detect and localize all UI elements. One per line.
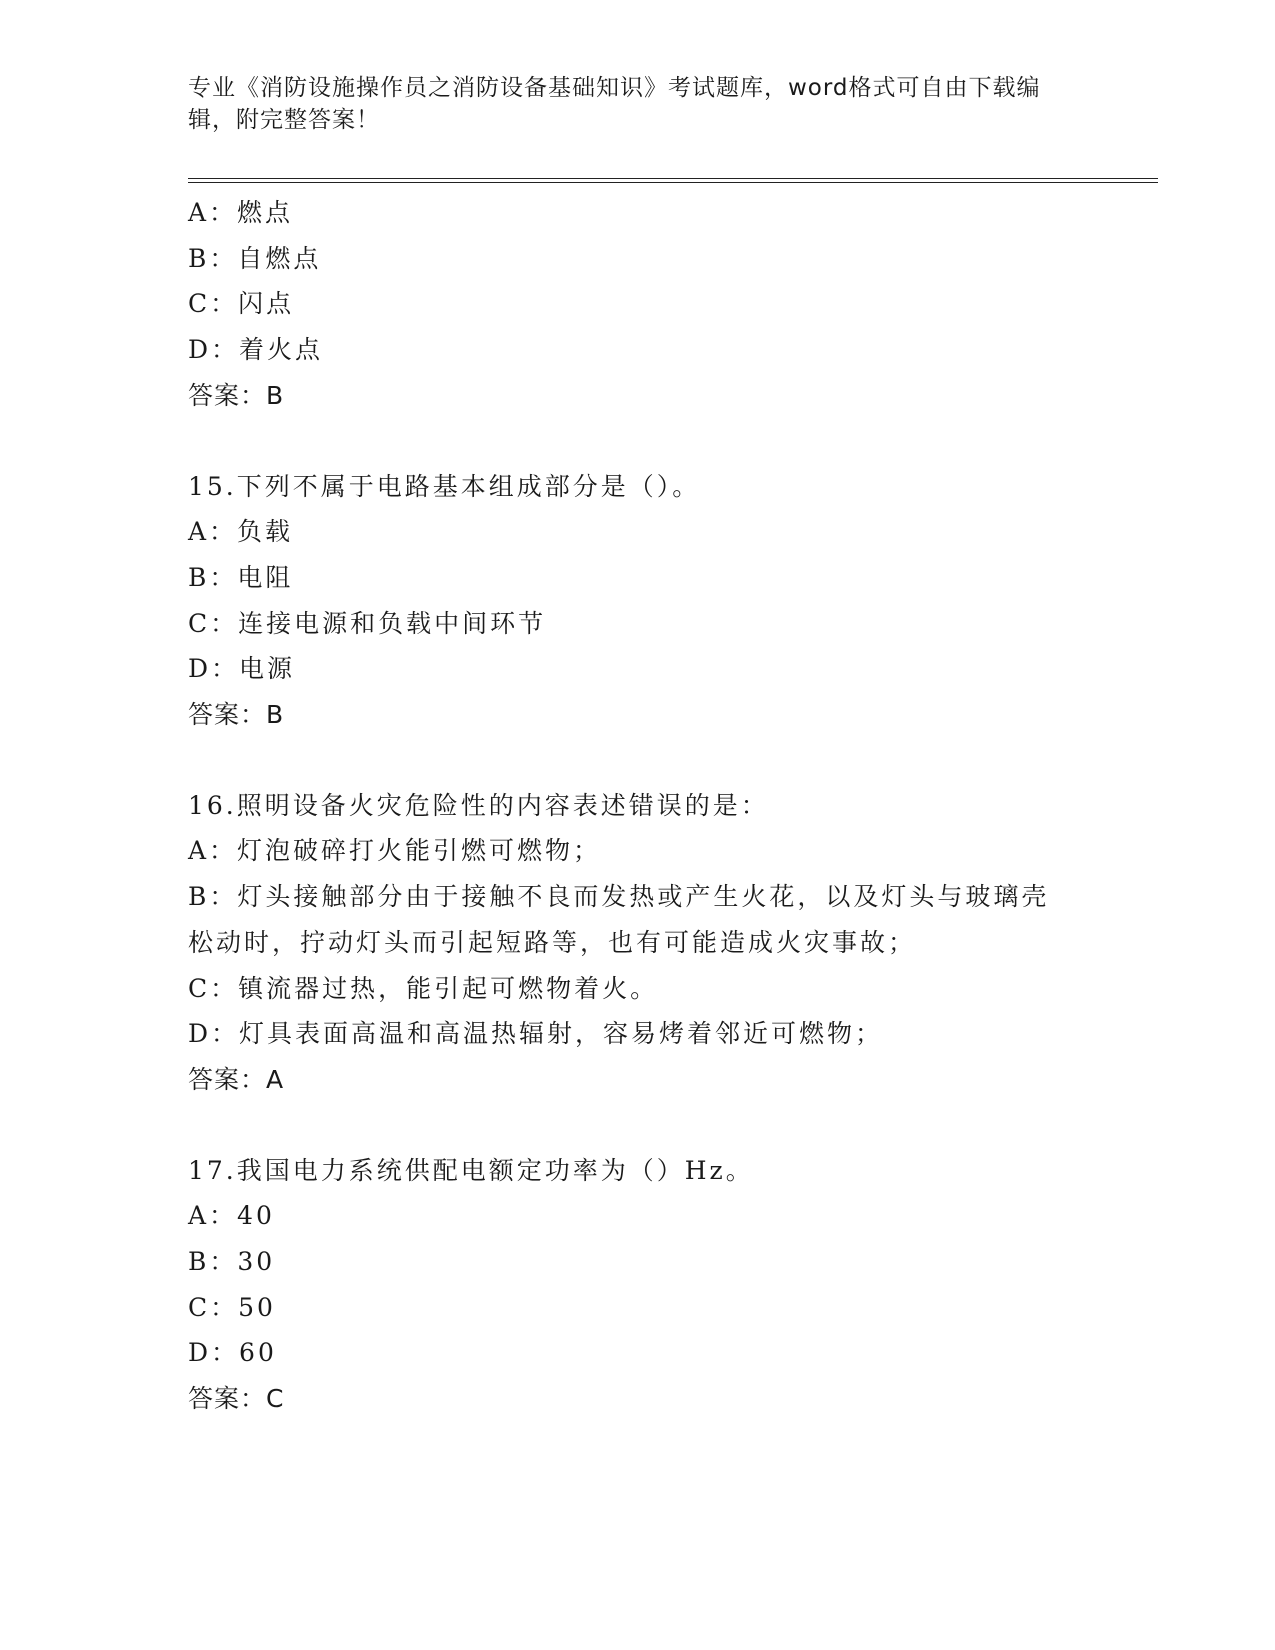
question-block-15 xyxy=(188,464,1088,738)
header-divider xyxy=(188,178,1158,183)
document-header: 专业《消防设施操作员之消防设备基础知识》考试题库，word格式可自由下载编辑，附完整答案！ xyxy=(188,75,1041,133)
option-a: A：负载 xyxy=(188,517,294,547)
option-b: B：自燃点 xyxy=(188,243,322,273)
answer-label: 答案：B xyxy=(188,700,285,730)
option-a: A：燃点 xyxy=(188,198,294,227)
option-c: C：连接电源和负载中间环节 xyxy=(188,608,547,638)
option-d: D：电源 xyxy=(188,654,296,684)
question-stem: 17.我国电力系统供配电额定功率为（）Hz。 xyxy=(188,1155,754,1185)
question-stem: 15.下列不属于电路基本组成部分是（）。 xyxy=(188,471,701,501)
question-list xyxy=(188,190,1088,1422)
option-d: D：着火点 xyxy=(188,335,324,365)
option-d: D：60 xyxy=(188,1338,277,1368)
answer-label: 答案：B xyxy=(188,380,285,410)
option-d: D：灯具表面高温和高温热辐射，容易烤着邻近可燃物； xyxy=(188,1019,884,1049)
option-c: C：闪点 xyxy=(188,289,295,319)
option-a: A：40 xyxy=(188,1201,275,1231)
option-b: B：电阻 xyxy=(188,562,294,592)
answer-label: 答案：C xyxy=(188,1384,285,1414)
option-c: C：50 xyxy=(188,1292,276,1322)
option-b: B：30 xyxy=(188,1247,276,1277)
question-block-17 xyxy=(188,1148,1088,1422)
question-block-16 xyxy=(188,783,1088,1103)
question-stem: 16.照明设备火灾危险性的内容表述错误的是： xyxy=(188,790,769,820)
option-b: B：灯头接触部分由于接触不良而发热或产生火花，以及灯头与玻璃壳松动时，拧动灯头而引起短路等，也有可能造成火灾事故； xyxy=(188,882,1050,957)
option-c: C：镇流器过热，能引起可燃物着火。 xyxy=(188,973,659,1003)
answer-label: 答案：A xyxy=(188,1064,285,1094)
question-block-14 xyxy=(188,190,1088,419)
option-a: A：灯泡破碎打火能引燃可燃物； xyxy=(188,836,602,866)
